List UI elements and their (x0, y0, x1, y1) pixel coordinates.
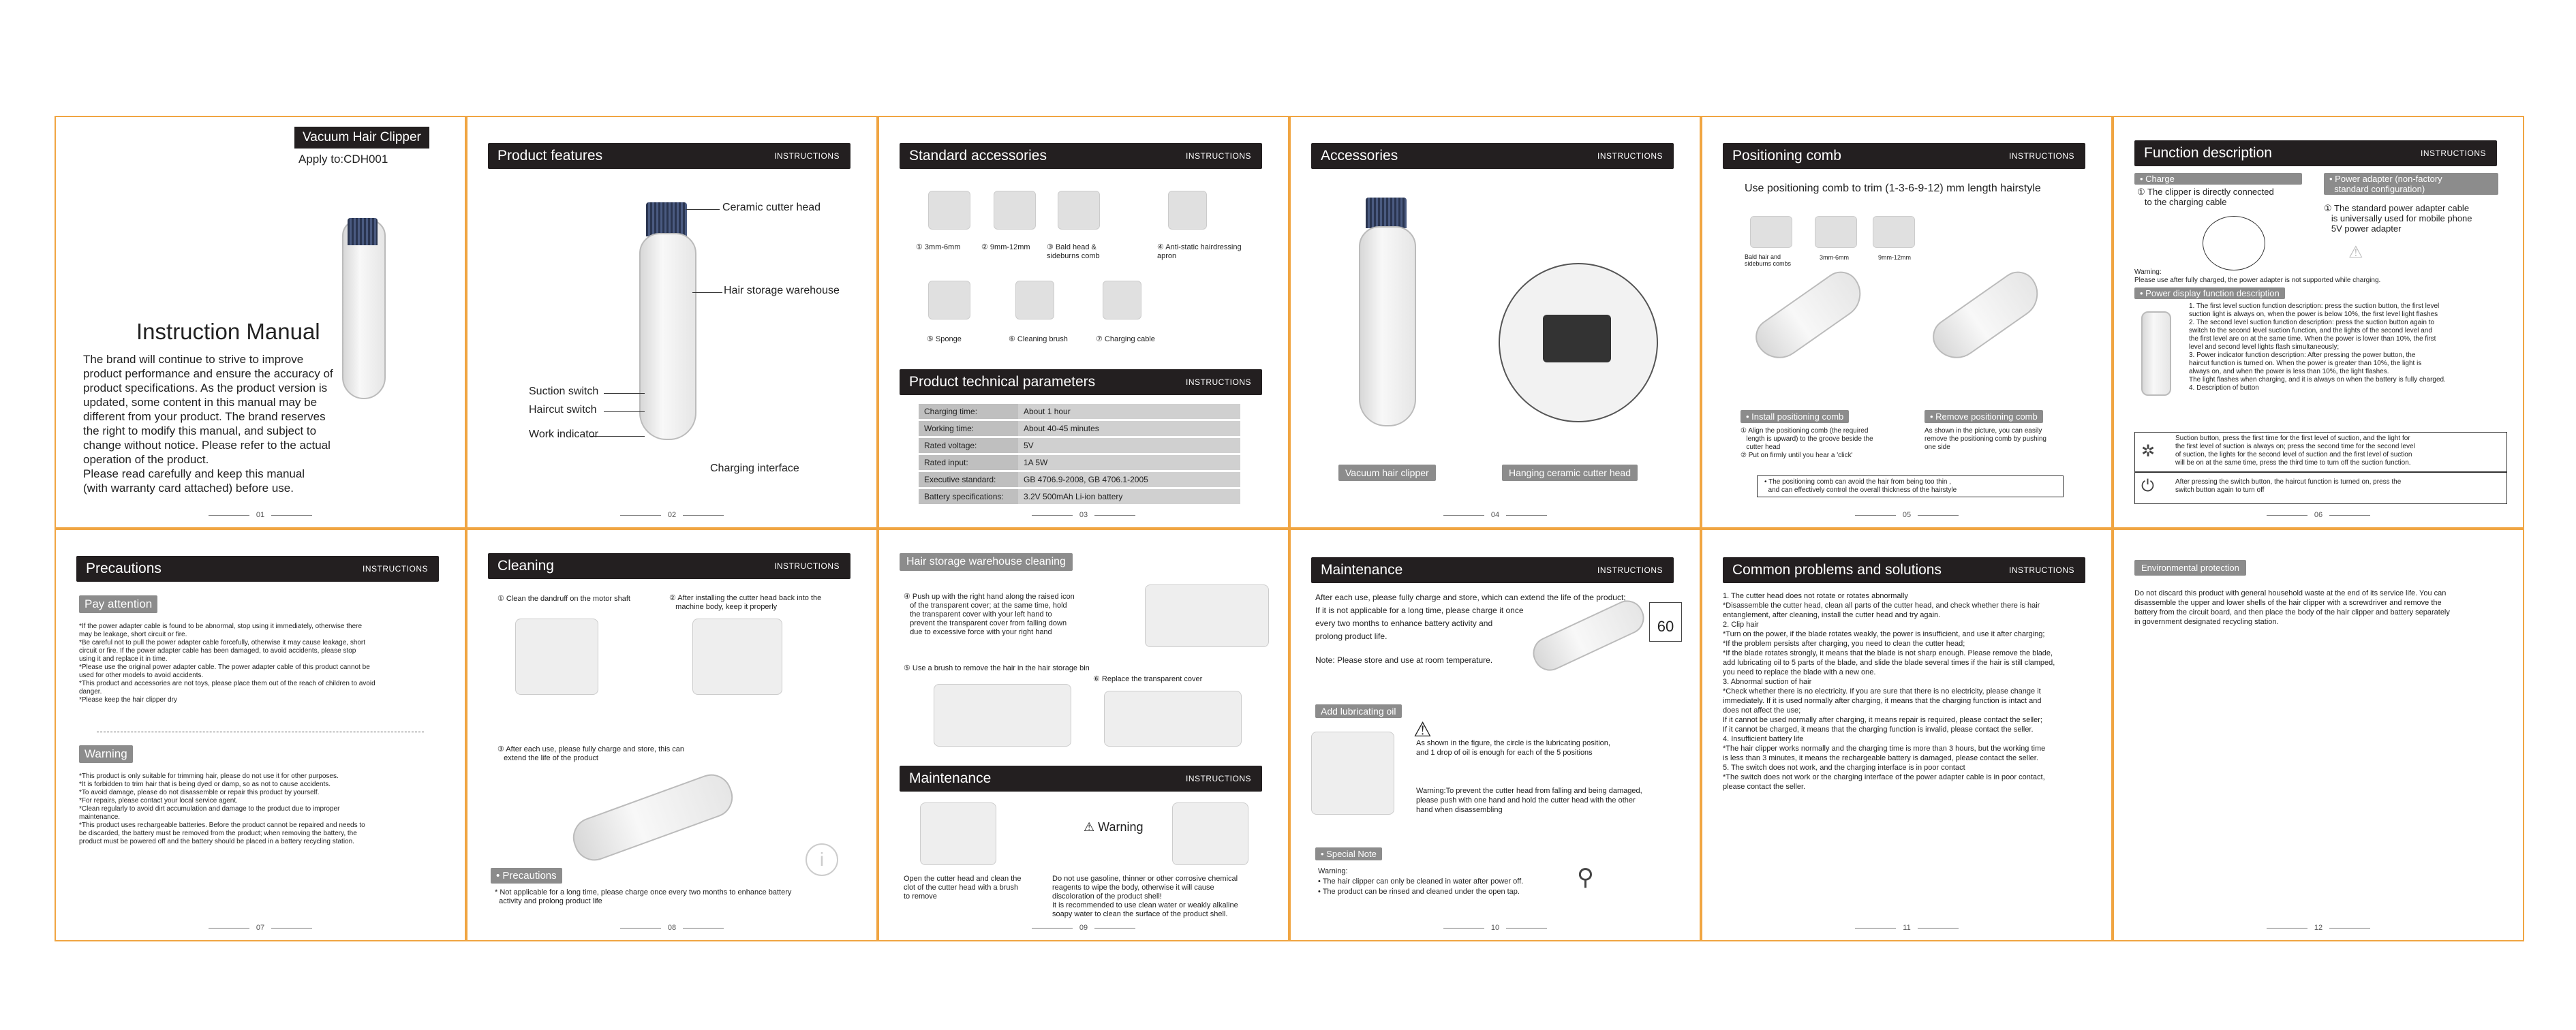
cleaning-step-3: ③ After each use, please fully charge and store, this can extend the life of the product (497, 745, 685, 762)
maintenance-intro: After each use, please fully charge and store, which can extend the life of the product; If it is not applicable for a long time, please charge it once every two months to enhance battery activity and prolong product life. (1315, 593, 1626, 641)
info-icon: i (806, 843, 838, 876)
panel-header: Cleaning INSTRUCTIONS (488, 553, 850, 579)
oil-position-image (1311, 732, 1394, 815)
cleaning-note: * Not applicable for a long time, please charge once every two months to enhance battery activity and prolong product life (495, 888, 792, 905)
bald-comb-icon (1750, 216, 1792, 248)
tag-power-display: • Power display function description (2134, 287, 2285, 299)
comb-label: 9mm-12mm (1878, 254, 1912, 261)
comb-9-12-icon (994, 191, 1036, 230)
brush-icon (1015, 281, 1054, 319)
panel-hair-storage-cleaning (878, 529, 1289, 941)
panel-header: Positioning comb INSTRUCTIONS (1723, 143, 2085, 169)
clipper-small-image (2141, 311, 2171, 396)
chemicals-image (1172, 802, 1248, 865)
page-number: 12 (2114, 924, 2523, 932)
install-comb-image (1748, 264, 1870, 368)
panel-precautions (55, 529, 466, 941)
page-number: 04 (1291, 511, 1700, 519)
apron-icon (1168, 191, 1207, 230)
clipper-image (1359, 226, 1416, 426)
tag-pay-attention: Pay attention (79, 595, 157, 613)
accessory-label: ⑥ Cleaning brush (1009, 335, 1068, 343)
tag-environmental-protection: Environmental protection (2134, 560, 2246, 576)
table-row: Working time: About 40-45 minutes (919, 421, 1240, 436)
panel-environmental-protection (2113, 529, 2524, 941)
cleaning-step-1: ① Clean the dandruff on the motor shaft (497, 595, 630, 603)
bald-comb-icon (1058, 191, 1100, 230)
storage-step-5: ⑤ Use a brush to remove the hair in the hair storage bin (904, 664, 1090, 672)
warning-icon: ⚠ (2348, 243, 2363, 262)
label-suction-switch: Suction switch (529, 386, 599, 397)
charge-text: ① The clipper is directly connected to the charging cable (2137, 187, 2274, 207)
tag-precautions: • Precautions (491, 868, 562, 884)
panel-header: Maintenance INSTRUCTIONS (1311, 557, 1674, 583)
apply-model: Apply to:CDH001 (298, 153, 388, 166)
panel-header-params: Product technical parameters INSTRUCTIONS (900, 369, 1262, 395)
label-hair-storage: Hair storage warehouse (724, 285, 840, 296)
attention-text: *If the power adapter cable is found to be abnormal, stop using it immediately, otherwise there may be leakage, short circuit or fire. *Be careful not to pull the power adapter cable forcefully, otherwise it may cause leakage, short circuit or fire. If the power adapter cable has been damaged, to avoid accidents, please stop using it and replace it in time. *Please use the original power adapter cable. The power adapter cable of this product cannot be used for other models to avoid accidents. *This product and accessories are not toys, please place them out of the reach of children to avoid danger. *Please keep the hair clipper dry (79, 623, 375, 704)
cutter-head-zoom-image (1543, 315, 1611, 362)
panel-positioning-comb (1701, 116, 2113, 529)
tag-hair-storage-cleaning: Hair storage warehouse cleaning (900, 553, 1073, 571)
comb-3-6-icon (928, 191, 970, 230)
panel-header: Function description INSTRUCTIONS (2134, 140, 2497, 166)
accessory-label: ④ Anti-static hairdressing apron (1157, 243, 1242, 260)
install-steps: ① Align the positioning comb (the required length is upward) to the groove beside the cutter head ② Put on firmly until you hear a 'click' (1741, 427, 1873, 459)
panel-header-maintenance: Maintenance INSTRUCTIONS (900, 766, 1262, 792)
maintenance-warning: ⚠ Warning (1084, 820, 1144, 834)
calendar-icon: 60 (1649, 602, 1682, 642)
open-head-image (920, 802, 996, 865)
storage-step-6: ⑥ Replace the transparent cover (1093, 675, 1203, 683)
params-table (919, 402, 1240, 506)
product-name-badge: Vacuum Hair Clipper (294, 127, 429, 149)
table-row: Executive standard: GB 4706.9-2008, GB 4706.1-2005 (919, 472, 1240, 487)
panel-header: Standard accessories INSTRUCTIONS (900, 143, 1262, 169)
special-note-text: Warning: • The hair clipper can only be cleaned in water after power off. • The product can be rinsed and cleaned under the open tap. (1318, 867, 1524, 896)
cable-icon (1103, 281, 1141, 319)
tag-install-comb: • Install positioning comb (1741, 410, 1849, 423)
maintenance-text-2: Do not use gasoline, thinner or other corrosive chemical reagents to wipe the body, otherwise it will cause discoloration of the product shell! It is recommended to use clean water or weakly alkaline soapy water to clean the surface of the product shell. (1052, 875, 1238, 918)
charge-cable-image (2203, 216, 2265, 270)
label-haircut-switch: Haircut switch (529, 404, 597, 416)
panel-header: Product features INSTRUCTIONS (488, 143, 850, 169)
panel-cleaning (466, 529, 878, 941)
remove-comb-image (1925, 264, 2047, 368)
accessory-label: ⑦ Charging cable (1096, 335, 1155, 343)
switch-button-text: After pressing the switch button, the haircut function is turned on, press the switch button again to turn off (2175, 478, 2402, 494)
sponge-icon (928, 281, 970, 319)
page-number: 11 (1702, 924, 2111, 932)
maintenance-text-1: Open the cutter head and clean the clot of the cutter head with a brush to remove (904, 875, 1022, 901)
panel-product-features (466, 116, 878, 529)
push-cover-image (1145, 584, 1269, 647)
manual-sheet (55, 116, 2526, 941)
adapter-text: ① The standard power adapter cable is universally used for mobile phone 5V power adapter (2324, 203, 2472, 234)
label-charging-interface: Charging interface (710, 463, 799, 474)
disassemble-warning: Warning:To prevent the cutter head from falling and being damaged, please push with one hand and hold the cutter head with the other hand when disassembling (1416, 787, 1642, 814)
comb-3-6-icon (1815, 216, 1857, 248)
panel-common-problems (1701, 529, 2113, 941)
panel-maintenance (1289, 529, 1701, 941)
tag-warning: Warning (79, 745, 133, 763)
accessory-label: ⑤ Sponge (927, 335, 962, 343)
comb-label: 3mm-6mm (1820, 254, 1849, 261)
tag-lubricating-oil: Add lubricating oil (1315, 704, 1402, 718)
comb-note-box: • The positioning comb can avoid the hair from being too thin , and can effectively control the overall thickness of the hairstyle (1757, 475, 2064, 497)
comb-intro: Use positioning comb to trim (1-3-6-9-12) mm length hairstyle (1745, 183, 2041, 194)
problems-text: 1. The cutter head does not rotate or rotates abnormally *Disassemble the cutter head, clean all parts of the cutter head, and check whether there is hair entanglement, after cleaning, install the cutter head and try again. 2. Clip hair *Turn on the power, if the blade rotates weakly, the power is insufficient, and use it after charging; *If the problem persists after charging, you need to clean the cutter head; *If the blade rotates strongly, it means that the blade is not sharp enough. Please remove the blade, add lubricating oil to 5 parts of the blade, and slide the blade several times if the hair is still clamped, you need to replace the blade with a new one. 3. Abnormal suction of hair *Check whether there is no electricity. If you are sure that there is no electricity, please change it immediately. If it is used normally after charging, it means that the charging function is intact and does not affect the use; If it cannot be used normally after charging, it means repair is required, please contact the seller; If it cannot be charged, it means that the charging function is invalid, please contact the seller. 4. Insufficient battery life *The hair clipper works normally and the charging time is more than 3 hours, but the working time is less than 3 minutes, it means the rechargeable battery is damaged, please contact the seller. 5. The switch does not work, and the charging interface is in poor contact *The switch does not work or the charging interface of the power adapter cable is in poor contact, please contact the seller. (1723, 592, 2055, 791)
clipper-image (639, 233, 696, 440)
remove-steps: As shown in the picture, you can easily remove the positioning comb by pushing one side (1925, 427, 2046, 451)
warning-text: *This product is only suitable for trimming hair, please do not use it for other purposes. *It is forbidden to trim hair that is being dyed or damp, so as not to cause accidents. *To avoid damage, please do not disassemble or repair this product by yourself. *For repairs, please contact your local service agent. *Clean regularly to avoid dirt accumulation and damage to the product due to improper maintenance. *This product uses rechargeable batteries. Before the product cannot be repaired and needs to be discarded, the battery must be removed from the product; when removing the battery, the product must be powered off and the battery should be placed in a battery recycling station. (79, 772, 365, 845)
page-number: 06 (2114, 511, 2523, 519)
cutter-head-image (1366, 198, 1407, 228)
table-row: Charging time: About 1 hour (919, 404, 1240, 419)
panel-header: Common problems and solutions INSTRUCTIONS (1723, 557, 2085, 583)
panel-accessories (1289, 116, 1701, 529)
manual-title: Instruction Manual (136, 319, 320, 344)
panel-header: Precautions INSTRUCTIONS (76, 556, 439, 582)
cutter-head-image (348, 218, 378, 245)
comb-label: Bald hair and sideburns combs (1745, 253, 1792, 267)
tag-charge: • Charge (2134, 173, 2302, 185)
page-number: 07 (56, 924, 465, 932)
comb-9-12-icon (1873, 216, 1915, 248)
page-number: 09 (879, 924, 1288, 932)
accessory-label: ③ Bald head & sideburns comb (1047, 243, 1100, 260)
reinstall-head-image (692, 619, 782, 695)
page-number: 05 (1702, 511, 2111, 519)
page-number: 10 (1291, 924, 1700, 932)
tag-special-note: • Special Note (1315, 847, 1382, 860)
replace-cover-image (1104, 691, 1242, 747)
accessory-label: ② 9mm-12mm (981, 243, 1030, 251)
tag-remove-comb: • Remove positioning comb (1925, 410, 2043, 423)
environment-text: Do not discard this product with general household waste at the end of its service life. You can disassemble the upper and lower shells of the hair clipper with a screwdriver and remove the battery from the circuit board, and then place the body of the hair clipper and battery separately in government designated recycling station. (2134, 589, 2450, 626)
tag-vacuum-hair-clipper: Vacuum hair clipper (1338, 465, 1436, 481)
tag-ceramic-cutter-head: Hanging ceramic cutter head (1502, 465, 1638, 481)
dandruff-clean-image (515, 619, 598, 695)
tag-power-adapter: • Power adapter (non-factory standard configuration) (2324, 173, 2498, 195)
page-number: 08 (467, 924, 876, 932)
panel-cover (55, 116, 466, 529)
label-ceramic-cutter-head: Ceramic cutter head (722, 202, 821, 213)
tap-icon: ⚲ (1577, 864, 1594, 890)
oil-text: As shown in the figure, the circle is the lubricating position, and 1 drop of oil is enough for each of the 5 positions (1416, 739, 1610, 757)
charging-clipper-image (567, 768, 738, 867)
table-row: Rated input: 1A 5W (919, 455, 1240, 470)
storage-step-4: ④ Push up with the right hand along the raised icon of the transparent cover; at the same time, hold the transparent cover with your left hand to prevent the transparent cover from falling down due to excessive force with your right hand (904, 593, 1075, 636)
warning-icon: ⚠ (1084, 820, 1099, 834)
page-number: 02 (467, 511, 876, 519)
charge-warning: Warning: Please use after fully charged, the power adapter is not supported while charging. (2134, 268, 2381, 284)
cutter-head-image (646, 202, 687, 236)
storage-note: Note: Please store and use at room temperature. (1315, 655, 1493, 665)
label-work-indicator: Work indicator (529, 428, 598, 440)
cover-body: The brand will continue to strive to improve product performance and ensure the accuracy of product specifications. As the product version is updated, some content in this manual may be different from your product. The brand reserves the right to modify this manual, and subject to change without notice. Please refer to the actual operation of the product. Please read carefully and keep this manual (with warranty card attached) before use. (83, 353, 333, 495)
suction-button-text: Suction button, press the first time for the first level of suction, and the light for the first level of suction is always on; press the second time for the second level of suction, the lights for the second level of suction and the first level of suction will be on at the same time, press the third time to turn off the suction function. (2175, 435, 2415, 467)
panel-standard-accessories (878, 116, 1289, 529)
brush-bin-image (934, 684, 1071, 747)
page-number: 01 (56, 511, 465, 519)
accessory-label: ① 3mm-6mm (916, 243, 961, 251)
power-display-text: 1. The first level suction function description: press the suction button, the first level suction light is always on, when the power is below 10%, the first level light flashes 2. The second level suction function description: press the suction button again to switch to the second level suction function, and the lights of the second level and the first level are on at the same time. When the power is lower than 10%, the first level and second level lights flash simultaneously; 3. Power indicator function description: After pressing the power button, the haircut function is turned on. When the power is greater than 10%, the light is always on, and when the power is less than 10%, the light flashes. The light flashes when charging, and it is always on when the battery is fully charged. 4. Description of button (2189, 302, 2446, 392)
page-number: 03 (879, 511, 1288, 519)
table-row: Battery specifications: 3.2V 500mAh Li-ion battery (919, 489, 1240, 504)
power-button-icon: ⏻ (2141, 477, 2154, 495)
table-row: Rated voltage: 5V (919, 438, 1240, 453)
panel-function-description (2113, 116, 2524, 529)
panel-header: Accessories INSTRUCTIONS (1311, 143, 1674, 169)
warning-icon: ⚠ (1413, 719, 1432, 741)
cleaning-step-2: ② After installing the cutter head back into the machine body, keep it properly (669, 594, 822, 611)
suction-button-icon: ✲ (2141, 442, 2156, 461)
